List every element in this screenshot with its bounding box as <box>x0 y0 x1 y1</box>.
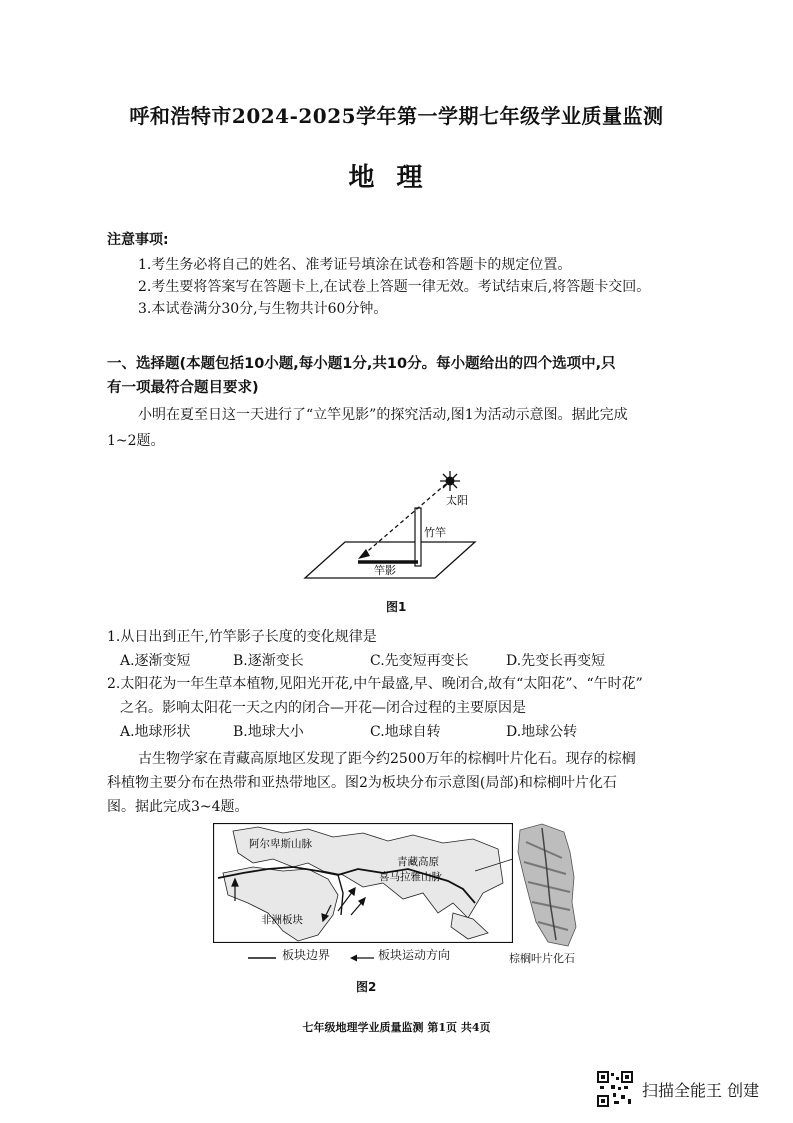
fossil-label: 棕榈叶片化石 <box>509 952 575 965</box>
q2-option-c: C.地球自转 <box>370 724 441 740</box>
notice-item-1: 1.考生务必将自己的姓名、准考证号填涂在试卷和答题卡的规定位置。 <box>138 257 572 273</box>
qr-code-icon <box>597 1071 633 1107</box>
q2-stem-line2: 之名。影响太阳花一天之内的闭合—开花—闭合过程的主要原因是 <box>120 700 526 716</box>
intro2-line2: 科植物主要分布在热带和亚热带地区。图2为板块分布示意图(局部)和棕榈叶片化石 <box>107 775 617 791</box>
figure1-caption: 图1 <box>386 600 407 614</box>
q2-option-a: A.地球形状 <box>120 724 191 740</box>
intro2-line3: 图。据此完成3~4题。 <box>107 799 249 815</box>
legend-motion-arrow-icon <box>350 953 374 963</box>
notice-heading: 注意事项: <box>107 232 169 248</box>
q1-option-c: C.先变短再变长 <box>370 653 469 669</box>
section-heading-line1: 一、选择题(本题包括10小题,每小题1分,共10分。每小题给出的四个选项中,只 <box>107 356 616 372</box>
legend-boundary-label: 板块边界 <box>282 948 331 962</box>
section-heading-line2: 有一项最符合题目要求) <box>107 380 259 396</box>
q1-option-a: A.逐渐变短 <box>120 653 191 669</box>
intro1-line1: 小明在夏至日这一天进行了“立竿见影”的探究活动,图1为活动示意图。据此完成 <box>138 407 628 423</box>
africa-plate-label: 非洲板块 <box>261 914 303 926</box>
q2-stem-line1: 2.太阳花为一年生草本植物,见阳光开花,中午最盛,早、晚闭合,故有“太阳花”、“午时花” <box>107 676 643 692</box>
palm-leaf-fossil-image <box>512 822 580 950</box>
q1-option-d: D.先变长再变短 <box>506 653 606 669</box>
q1-stem: 1.从日出到正午,竹竿影子长度的变化规律是 <box>107 629 377 645</box>
himalaya-label: 喜马拉雅山脉 <box>379 871 442 883</box>
q2-option-d: D.地球公转 <box>506 724 578 740</box>
intro2-line1: 古生物学家在青藏高原地区发现了距今约2500万年的棕榈叶片化石。现存的棕榈 <box>138 751 636 767</box>
pole-label: 竹竿 <box>424 526 446 539</box>
sun-icon <box>440 471 460 491</box>
plateau-label: 青藏高原 <box>397 856 439 868</box>
bamboo-pole <box>415 508 421 566</box>
figure1-diagram <box>300 470 500 590</box>
q2-option-b: B.地球大小 <box>233 724 304 740</box>
plate-map <box>213 823 513 943</box>
alps-label: 阿尔卑斯山脉 <box>249 838 312 850</box>
legend-boundary-icon <box>248 953 276 963</box>
page-footer: 七年级地理学业质量监测 第1页 共4页 <box>302 1021 491 1034</box>
exam-title: 呼和浩特市2024-2025学年第一学期七年级学业质量监测 <box>129 104 664 128</box>
notice-item-3: 3.本试卷满分30分,与生物共计60分钟。 <box>138 301 388 317</box>
q1-option-b: B.逐渐变长 <box>233 653 304 669</box>
shadow-label: 竿影 <box>374 564 396 577</box>
intro1-line2: 1~2题。 <box>107 433 165 449</box>
figure2-caption: 图2 <box>356 980 377 994</box>
sun-label: 太阳 <box>446 494 468 507</box>
subject-title: 地理 <box>348 163 445 193</box>
legend-motion-label: 板块运动方向 <box>378 948 451 962</box>
notice-item-2: 2.考生要将答案写在答题卡上,在试卷上答题一律无效。考试结束后,将答题卡交回。 <box>138 279 651 295</box>
watermark-text: 扫描全能王 创建 <box>642 1081 760 1100</box>
